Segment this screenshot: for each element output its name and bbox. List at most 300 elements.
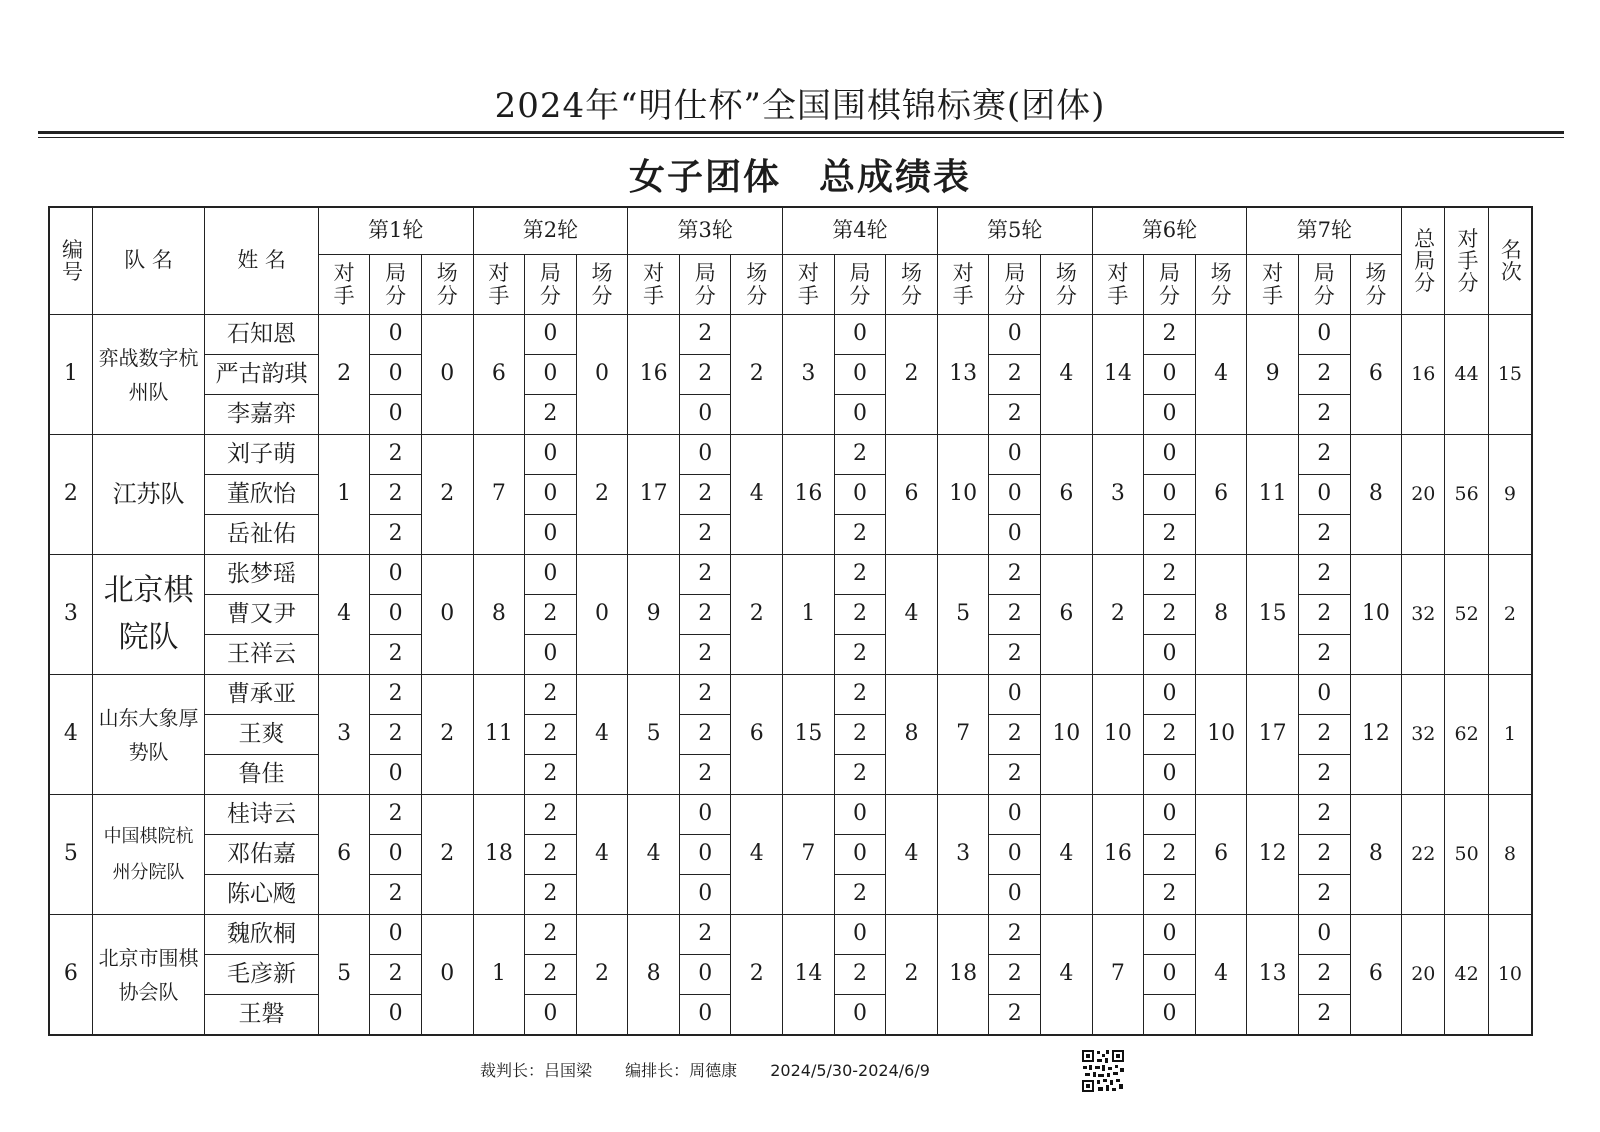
header-round-2: 第2轮 — [473, 207, 628, 255]
header-round-5-opponent: 对手 — [937, 255, 989, 315]
header-round-1: 第1轮 — [318, 207, 473, 255]
player-name: 王磐 — [205, 995, 319, 1036]
round-6-game-score: 2 — [1144, 315, 1196, 355]
round-3-game-score: 0 — [679, 955, 731, 995]
round-2-match-score: 4 — [576, 675, 628, 795]
header-round-4-opponent: 对手 — [783, 255, 835, 315]
round-2-game-score: 2 — [525, 395, 577, 435]
round-5-game-score: 0 — [989, 515, 1041, 555]
round-6-game-score: 0 — [1144, 755, 1196, 795]
team-number: 1 — [49, 315, 92, 435]
round-4-game-score: 2 — [834, 875, 886, 915]
header-round-3: 第3轮 — [628, 207, 783, 255]
round-4-match-score: 4 — [886, 795, 938, 915]
round-3-opponent: 16 — [628, 315, 680, 435]
team-name: 山东大象厚势队 — [92, 675, 204, 795]
round-5-match-score: 4 — [1041, 915, 1093, 1036]
round-2-match-score: 2 — [576, 915, 628, 1036]
player-name: 桂诗云 — [205, 795, 319, 835]
round-5-game-score: 0 — [989, 795, 1041, 835]
round-7-game-score: 2 — [1298, 515, 1350, 555]
round-3-game-score: 2 — [679, 355, 731, 395]
round-5-game-score: 2 — [989, 355, 1041, 395]
team-number: 3 — [49, 555, 92, 675]
round-6-game-score: 2 — [1144, 715, 1196, 755]
round-4-opponent: 16 — [783, 435, 835, 555]
round-1-game-score: 0 — [370, 595, 422, 635]
round-5-match-score: 4 — [1041, 795, 1093, 915]
footer — [480, 1058, 958, 1081]
round-3-match-score: 6 — [731, 675, 783, 795]
round-7-game-score: 2 — [1298, 795, 1350, 835]
team-name: 北京市围棋协会队 — [92, 915, 204, 1036]
round-2-game-score: 2 — [525, 835, 577, 875]
total-game-score: 16 — [1402, 315, 1445, 435]
round-7-opponent: 9 — [1247, 315, 1299, 435]
rank: 9 — [1488, 435, 1532, 555]
header-round-5-game-score: 局分 — [989, 255, 1041, 315]
round-1-game-score: 2 — [370, 475, 422, 515]
player-name: 李嘉弈 — [205, 395, 319, 435]
round-7-game-score: 2 — [1298, 595, 1350, 635]
player-name: 王祥云 — [205, 635, 319, 675]
rank: 15 — [1488, 315, 1532, 435]
round-7-game-score: 2 — [1298, 835, 1350, 875]
header-round-3-game-score: 局分 — [679, 255, 731, 315]
player-name: 曹承亚 — [205, 675, 319, 715]
round-1-opponent: 4 — [318, 555, 370, 675]
header-round-2-game-score: 局分 — [525, 255, 577, 315]
table-row — [49, 675, 1532, 715]
round-3-match-score: 4 — [731, 435, 783, 555]
opponent-score: 62 — [1445, 675, 1488, 795]
round-2-game-score: 0 — [525, 475, 577, 515]
round-2-opponent: 18 — [473, 795, 525, 915]
header-round-1-opponent: 对手 — [318, 255, 370, 315]
round-4-match-score: 6 — [886, 435, 938, 555]
round-3-game-score: 2 — [679, 915, 731, 955]
total-game-score: 32 — [1402, 555, 1445, 675]
round-5-opponent: 10 — [937, 435, 989, 555]
player-name: 刘子萌 — [205, 435, 319, 475]
round-3-game-score: 2 — [679, 315, 731, 355]
round-3-game-score: 2 — [679, 715, 731, 755]
round-2-game-score: 2 — [525, 715, 577, 755]
round-4-game-score: 2 — [834, 435, 886, 475]
round-3-game-score: 0 — [679, 435, 731, 475]
round-3-game-score: 2 — [679, 475, 731, 515]
round-3-game-score: 0 — [679, 995, 731, 1036]
round-3-game-score: 2 — [679, 635, 731, 675]
round-3-game-score: 0 — [679, 875, 731, 915]
round-1-match-score: 0 — [421, 315, 473, 435]
round-6-game-score: 2 — [1144, 515, 1196, 555]
round-3-match-score: 4 — [731, 795, 783, 915]
round-1-game-score: 0 — [370, 915, 422, 955]
table-row — [49, 915, 1532, 955]
team-number: 2 — [49, 435, 92, 555]
header-round-2-match-score: 场分 — [576, 255, 628, 315]
round-7-game-score: 2 — [1298, 635, 1350, 675]
round-4-game-score: 0 — [834, 395, 886, 435]
player-name: 董欣怡 — [205, 475, 319, 515]
round-1-game-score: 2 — [370, 435, 422, 475]
round-5-opponent: 13 — [937, 315, 989, 435]
round-7-game-score: 2 — [1298, 715, 1350, 755]
round-3-game-score: 0 — [679, 395, 731, 435]
round-3-game-score: 2 — [679, 755, 731, 795]
round-6-game-score: 0 — [1144, 915, 1196, 955]
round-5-game-score: 2 — [989, 915, 1041, 955]
document-title: 2024年“明仕杯”全国围棋锦标赛(团体) — [494, 86, 1106, 126]
header-round-4-match-score: 场分 — [886, 255, 938, 315]
player-name: 王爽 — [205, 715, 319, 755]
pairing-chief: 编排长：周德康 — [625, 1061, 738, 1080]
round-7-game-score: 0 — [1298, 675, 1350, 715]
round-7-match-score: 6 — [1350, 315, 1402, 435]
header-round-7-match-score: 场分 — [1350, 255, 1402, 315]
opponent-score: 52 — [1445, 555, 1488, 675]
round-1-game-score: 0 — [370, 835, 422, 875]
round-7-opponent: 11 — [1247, 435, 1299, 555]
round-6-opponent: 2 — [1092, 555, 1144, 675]
team-name: 北京棋院队 — [92, 555, 204, 675]
round-4-game-score: 2 — [834, 955, 886, 995]
round-7-game-score: 2 — [1298, 755, 1350, 795]
round-7-match-score: 6 — [1350, 915, 1402, 1036]
round-1-game-score: 2 — [370, 955, 422, 995]
header-total-game: 总局分 — [1402, 207, 1445, 315]
round-3-match-score: 2 — [731, 915, 783, 1036]
round-4-game-score: 2 — [834, 595, 886, 635]
round-2-game-score: 0 — [525, 995, 577, 1036]
event-dates: 2024/5/30-2024/6/9 — [770, 1061, 930, 1080]
round-5-game-score: 0 — [989, 835, 1041, 875]
total-game-score: 20 — [1402, 435, 1445, 555]
round-2-opponent: 6 — [473, 315, 525, 435]
round-7-game-score: 2 — [1298, 395, 1350, 435]
round-6-game-score: 0 — [1144, 475, 1196, 515]
round-4-game-score: 0 — [834, 315, 886, 355]
round-6-match-score: 6 — [1195, 435, 1247, 555]
player-name: 鲁佳 — [205, 755, 319, 795]
round-5-game-score: 2 — [989, 595, 1041, 635]
opponent-score: 44 — [1445, 315, 1488, 435]
round-7-opponent: 13 — [1247, 915, 1299, 1036]
round-7-opponent: 15 — [1247, 555, 1299, 675]
round-1-game-score: 2 — [370, 715, 422, 755]
round-4-opponent: 7 — [783, 795, 835, 915]
round-2-game-score: 0 — [525, 515, 577, 555]
round-1-game-score: 2 — [370, 515, 422, 555]
team-number: 4 — [49, 675, 92, 795]
round-5-game-score: 0 — [989, 475, 1041, 515]
round-5-game-score: 2 — [989, 715, 1041, 755]
round-2-game-score: 0 — [525, 315, 577, 355]
round-6-game-score: 2 — [1144, 875, 1196, 915]
team-number: 5 — [49, 795, 92, 915]
round-7-game-score: 0 — [1298, 315, 1350, 355]
round-5-game-score: 2 — [989, 635, 1041, 675]
round-1-match-score: 2 — [421, 435, 473, 555]
round-2-game-score: 2 — [525, 955, 577, 995]
round-6-opponent: 10 — [1092, 675, 1144, 795]
chief-judge: 裁判长：吕国梁 — [480, 1061, 593, 1080]
round-7-match-score: 12 — [1350, 675, 1402, 795]
opponent-score: 42 — [1445, 915, 1488, 1036]
round-1-game-score: 0 — [370, 395, 422, 435]
header-round-4: 第4轮 — [783, 207, 938, 255]
round-2-game-score: 2 — [525, 675, 577, 715]
round-1-game-score: 0 — [370, 355, 422, 395]
round-6-game-score: 0 — [1144, 995, 1196, 1036]
table-row — [49, 435, 1532, 475]
header-round-3-opponent: 对手 — [628, 255, 680, 315]
player-name: 邓佑嘉 — [205, 835, 319, 875]
round-5-opponent: 7 — [937, 675, 989, 795]
round-4-game-score: 2 — [834, 755, 886, 795]
header-team: 队 名 — [92, 207, 204, 315]
round-6-match-score: 10 — [1195, 675, 1247, 795]
opponent-score: 50 — [1445, 795, 1488, 915]
round-6-opponent: 3 — [1092, 435, 1144, 555]
round-4-game-score: 0 — [834, 475, 886, 515]
round-3-opponent: 5 — [628, 675, 680, 795]
round-5-game-score: 0 — [989, 675, 1041, 715]
round-1-game-score: 2 — [370, 795, 422, 835]
round-1-opponent: 2 — [318, 315, 370, 435]
round-1-game-score: 0 — [370, 555, 422, 595]
round-1-match-score: 0 — [421, 555, 473, 675]
player-name: 张梦瑶 — [205, 555, 319, 595]
header-round-7-opponent: 对手 — [1247, 255, 1299, 315]
round-6-game-score: 0 — [1144, 395, 1196, 435]
round-1-game-score: 0 — [370, 755, 422, 795]
round-3-game-score: 2 — [679, 675, 731, 715]
round-1-opponent: 5 — [318, 915, 370, 1036]
round-7-game-score: 2 — [1298, 955, 1350, 995]
header-round-4-game-score: 局分 — [834, 255, 886, 315]
round-3-opponent: 4 — [628, 795, 680, 915]
round-4-match-score: 8 — [886, 675, 938, 795]
round-5-game-score: 2 — [989, 755, 1041, 795]
round-6-game-score: 2 — [1144, 595, 1196, 635]
round-1-game-score: 0 — [370, 995, 422, 1036]
header-round-6-game-score: 局分 — [1144, 255, 1196, 315]
round-2-game-score: 0 — [525, 355, 577, 395]
total-game-score: 20 — [1402, 915, 1445, 1036]
round-6-opponent: 16 — [1092, 795, 1144, 915]
round-1-game-score: 0 — [370, 315, 422, 355]
round-2-match-score: 2 — [576, 435, 628, 555]
round-5-opponent: 3 — [937, 795, 989, 915]
rank: 1 — [1488, 675, 1532, 795]
title-rule-thin — [38, 137, 1564, 138]
round-4-game-score: 0 — [834, 915, 886, 955]
rank: 8 — [1488, 795, 1532, 915]
round-2-game-score: 2 — [525, 795, 577, 835]
round-5-opponent: 18 — [937, 915, 989, 1036]
round-1-match-score: 2 — [421, 795, 473, 915]
rank: 2 — [1488, 555, 1532, 675]
player-name: 石知恩 — [205, 315, 319, 355]
round-7-match-score: 8 — [1350, 435, 1402, 555]
round-5-match-score: 6 — [1041, 435, 1093, 555]
round-4-game-score: 2 — [834, 555, 886, 595]
round-4-game-score: 2 — [834, 515, 886, 555]
round-4-game-score: 0 — [834, 795, 886, 835]
round-2-game-score: 2 — [525, 915, 577, 955]
round-7-opponent: 12 — [1247, 795, 1299, 915]
round-1-match-score: 2 — [421, 675, 473, 795]
round-2-opponent: 7 — [473, 435, 525, 555]
header-round-2-opponent: 对手 — [473, 255, 525, 315]
round-4-game-score: 0 — [834, 355, 886, 395]
round-1-opponent: 1 — [318, 435, 370, 555]
header-number: 编号 — [49, 207, 92, 315]
round-1-game-score: 2 — [370, 675, 422, 715]
player-name: 陈心飏 — [205, 875, 319, 915]
round-1-game-score: 2 — [370, 875, 422, 915]
opponent-score: 56 — [1445, 435, 1488, 555]
header-round-1-game-score: 局分 — [370, 255, 422, 315]
round-2-game-score: 2 — [525, 755, 577, 795]
round-6-opponent: 14 — [1092, 315, 1144, 435]
round-5-game-score: 2 — [989, 395, 1041, 435]
round-4-opponent: 14 — [783, 915, 835, 1036]
round-3-opponent: 17 — [628, 435, 680, 555]
round-5-game-score: 2 — [989, 955, 1041, 995]
round-7-match-score: 8 — [1350, 795, 1402, 915]
round-2-match-score: 0 — [576, 315, 628, 435]
round-4-game-score: 2 — [834, 675, 886, 715]
team-name: 弈战数字杭州队 — [92, 315, 204, 435]
round-2-opponent: 11 — [473, 675, 525, 795]
round-4-match-score: 4 — [886, 555, 938, 675]
round-3-opponent: 8 — [628, 915, 680, 1036]
results-table-container — [48, 206, 1533, 1036]
round-6-match-score: 4 — [1195, 915, 1247, 1036]
round-7-game-score: 0 — [1298, 475, 1350, 515]
round-6-game-score: 0 — [1144, 955, 1196, 995]
player-name: 岳祉佑 — [205, 515, 319, 555]
round-7-game-score: 2 — [1298, 355, 1350, 395]
round-5-match-score: 10 — [1041, 675, 1093, 795]
round-2-game-score: 0 — [525, 435, 577, 475]
round-2-opponent: 8 — [473, 555, 525, 675]
round-2-opponent: 1 — [473, 915, 525, 1036]
header-round-5: 第5轮 — [937, 207, 1092, 255]
round-4-game-score: 2 — [834, 635, 886, 675]
round-4-opponent: 3 — [783, 315, 835, 435]
rank: 10 — [1488, 915, 1532, 1036]
round-4-match-score: 2 — [886, 915, 938, 1036]
round-2-match-score: 0 — [576, 555, 628, 675]
header-rank: 名次 — [1488, 207, 1532, 315]
header-round-6-opponent: 对手 — [1092, 255, 1144, 315]
table-row — [49, 795, 1532, 835]
round-4-game-score: 0 — [834, 995, 886, 1036]
round-4-match-score: 2 — [886, 315, 938, 435]
header-opp-score: 对手分 — [1445, 207, 1488, 315]
round-7-match-score: 10 — [1350, 555, 1402, 675]
team-name: 江苏队 — [92, 435, 204, 555]
round-4-game-score: 2 — [834, 715, 886, 755]
header-player: 姓 名 — [205, 207, 319, 315]
player-name: 曹又尹 — [205, 595, 319, 635]
round-3-game-score: 0 — [679, 795, 731, 835]
total-game-score: 22 — [1402, 795, 1445, 915]
round-7-game-score: 2 — [1298, 875, 1350, 915]
player-name: 毛彦新 — [205, 955, 319, 995]
header-round-6-match-score: 场分 — [1195, 255, 1247, 315]
round-6-game-score: 0 — [1144, 635, 1196, 675]
title-rule-thick — [38, 131, 1564, 134]
header-round-1-match-score: 场分 — [421, 255, 473, 315]
round-1-opponent: 6 — [318, 795, 370, 915]
header-round-7-game-score: 局分 — [1298, 255, 1350, 315]
round-3-match-score: 2 — [731, 555, 783, 675]
round-2-game-score: 2 — [525, 595, 577, 635]
round-6-match-score: 8 — [1195, 555, 1247, 675]
round-6-opponent: 7 — [1092, 915, 1144, 1036]
round-3-game-score: 2 — [679, 515, 731, 555]
round-5-match-score: 6 — [1041, 555, 1093, 675]
team-number: 6 — [49, 915, 92, 1036]
header-round-7: 第7轮 — [1247, 207, 1402, 255]
round-5-match-score: 4 — [1041, 315, 1093, 435]
round-3-game-score: 2 — [679, 595, 731, 635]
round-5-opponent: 5 — [937, 555, 989, 675]
round-4-game-score: 0 — [834, 835, 886, 875]
round-4-opponent: 1 — [783, 555, 835, 675]
round-1-opponent: 3 — [318, 675, 370, 795]
round-2-match-score: 4 — [576, 795, 628, 915]
round-7-game-score: 0 — [1298, 915, 1350, 955]
round-7-game-score: 2 — [1298, 995, 1350, 1036]
round-6-match-score: 6 — [1195, 795, 1247, 915]
round-1-game-score: 2 — [370, 635, 422, 675]
results-table — [48, 206, 1533, 1036]
team-name: 中国棋院杭州分院队 — [92, 795, 204, 915]
round-6-game-score: 0 — [1144, 795, 1196, 835]
round-6-game-score: 2 — [1144, 555, 1196, 595]
round-1-match-score: 0 — [421, 915, 473, 1036]
round-2-game-score: 2 — [525, 875, 577, 915]
round-6-game-score: 2 — [1144, 835, 1196, 875]
round-5-game-score: 2 — [989, 555, 1041, 595]
round-3-opponent: 9 — [628, 555, 680, 675]
header-round-3-match-score: 场分 — [731, 255, 783, 315]
round-7-game-score: 2 — [1298, 555, 1350, 595]
round-2-game-score: 0 — [525, 635, 577, 675]
round-6-match-score: 4 — [1195, 315, 1247, 435]
round-6-game-score: 0 — [1144, 355, 1196, 395]
round-7-opponent: 17 — [1247, 675, 1299, 795]
total-game-score: 32 — [1402, 675, 1445, 795]
round-6-game-score: 0 — [1144, 675, 1196, 715]
player-name: 严古韵琪 — [205, 355, 319, 395]
round-5-game-score: 2 — [989, 995, 1041, 1036]
header-round-6: 第6轮 — [1092, 207, 1247, 255]
qr-code-icon — [1081, 1049, 1125, 1097]
table-row — [49, 555, 1532, 595]
table-row — [49, 315, 1532, 355]
round-3-game-score: 2 — [679, 555, 731, 595]
round-5-game-score: 0 — [989, 435, 1041, 475]
round-6-game-score: 0 — [1144, 435, 1196, 475]
round-3-match-score: 2 — [731, 315, 783, 435]
